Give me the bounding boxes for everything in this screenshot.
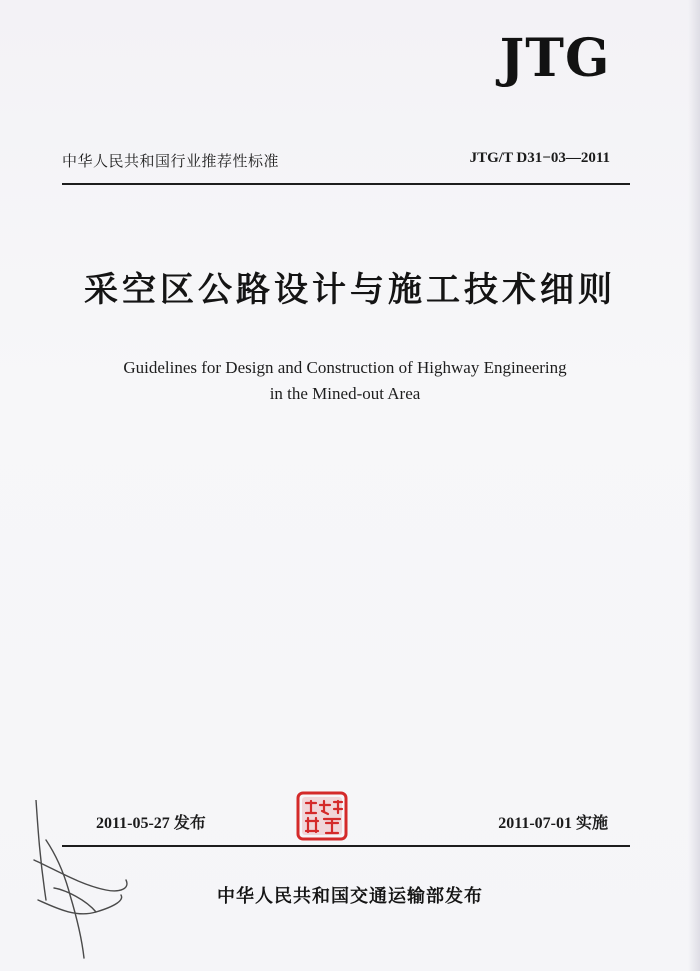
publisher: 中华人民共和国交通运输部发布: [217, 886, 483, 907]
jtg-logo: JTG: [499, 28, 611, 89]
implementation-date: 2011-07-01 实施: [498, 815, 608, 832]
bottom-divider: [62, 845, 630, 847]
page-edge-shadow: [688, 0, 700, 971]
issue-date: 2011-05-27 发布: [96, 815, 206, 832]
official-seal: [296, 791, 348, 841]
top-divider: [62, 183, 630, 185]
standard-category: 中华人民共和国行业推荐性标准: [62, 152, 280, 170]
handwritten-signature: [26, 800, 146, 960]
title-english-line-1: Guidelines for Design and Construction of Highway Engineering: [123, 358, 567, 377]
title-chinese: 采空区公路设计与施工技术细则: [84, 270, 616, 310]
standard-number: JTG/T D31−03—2011: [469, 150, 610, 166]
title-english-line-2: in the Mined-out Area: [269, 384, 421, 403]
